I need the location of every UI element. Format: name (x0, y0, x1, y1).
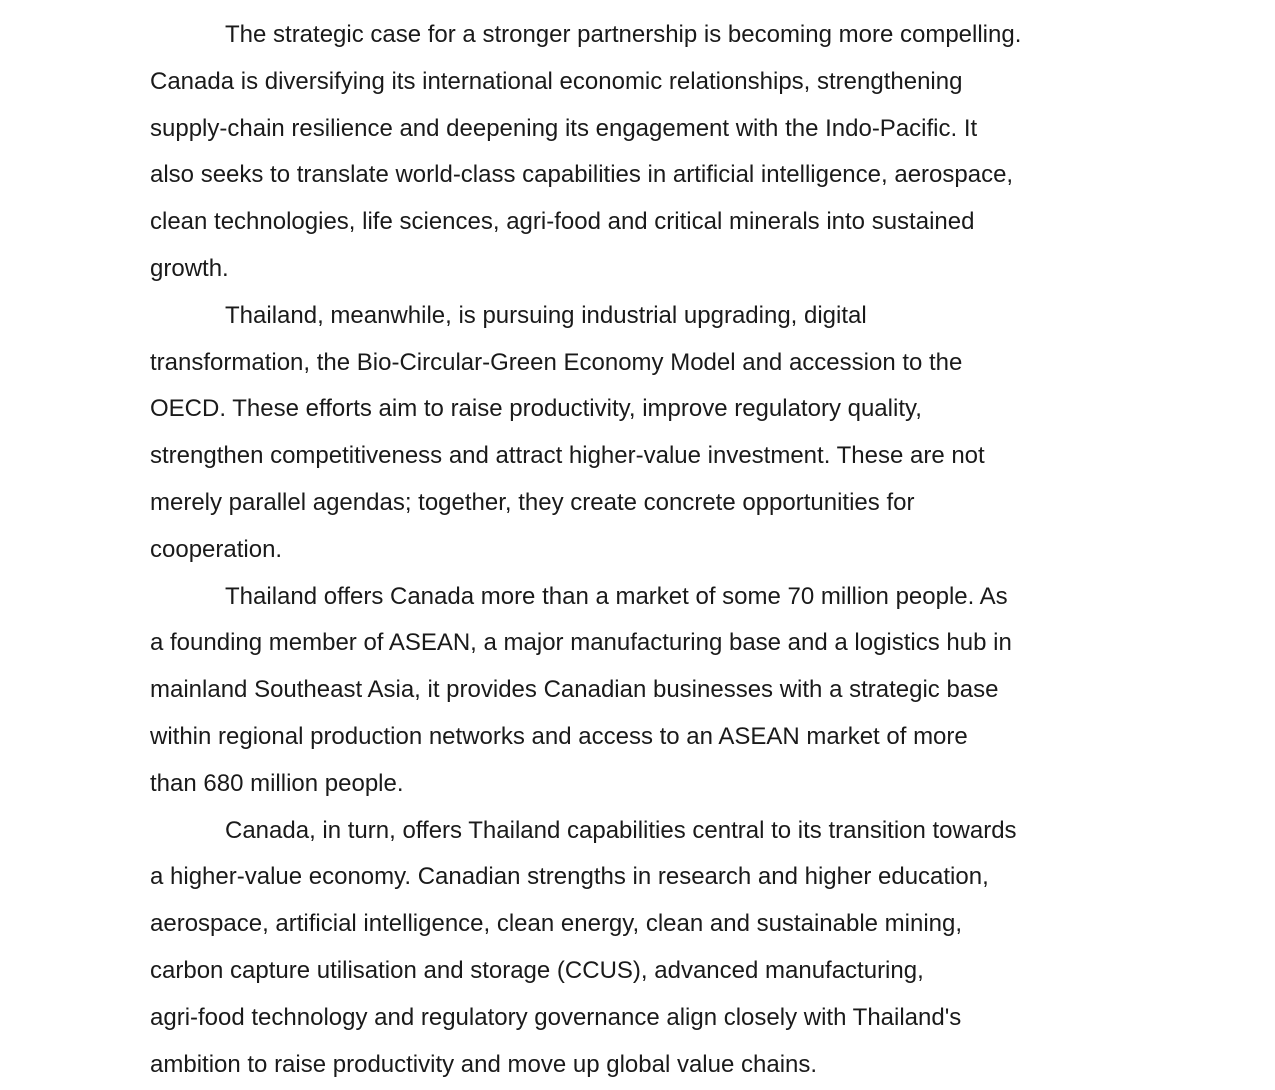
paragraph-thailand-offers (150, 574, 1140, 808)
text-line: Canada, in turn, offers Thailand capabilities central to its transition towards (225, 816, 1017, 844)
text-line: The strategic case for a stronger partnership is becoming more compelling. (225, 21, 1022, 48)
text-line: aerospace, artificial intelligence, clean energy, clean and sustainable mining, (150, 910, 963, 938)
text-line: Thailand offers Canada more than a market of some 70 million people. As (225, 582, 1008, 610)
text-line: cooperation. (150, 535, 283, 563)
text-line: OECD. These efforts aim to raise productivity, improve regulatory quality, (150, 395, 922, 423)
text-line: ambition to raise productivity and move up global value chains. (150, 1050, 818, 1078)
text-line: strengthen competitiveness and attract higher-value investment. These are not (150, 442, 985, 470)
text-line: carbon capture utilisation and storage (CCUS), advanced manufacturing, (150, 956, 924, 984)
text-line: agri-food technology and regulatory governance align closely with Thailand's (150, 1003, 962, 1031)
text-line: a higher-value economy. Canadian strengths in research and higher education, (150, 863, 989, 891)
text-line: clean technologies, life sciences, agri-food and critical minerals into sustained (150, 208, 975, 236)
text-line: transformation, the Bio-Circular-Green Economy Model and accession to the (150, 348, 963, 376)
text-line: also seeks to translate world-class capabilities in artificial intelligence, aerospace, (150, 161, 1014, 189)
text-line: Thailand, meanwhile, is pursuing industrial upgrading, digital (225, 301, 867, 329)
text-line: mainland Southeast Asia, it provides Canadian businesses with a strategic base (150, 676, 999, 704)
text-line: a founding member of ASEAN, a major manufacturing base and a logistics hub in (150, 629, 1012, 657)
text-line: merely parallel agendas; together, they create concrete opportunities for (150, 488, 915, 516)
text-line: within regional production networks and access to an ASEAN market of more (150, 722, 968, 750)
text-line: than 680 million people. (150, 769, 404, 797)
document-body (150, 12, 1140, 1088)
text-line: supply-chain resilience and deepening its engagement with the Indo-Pacific. It (150, 114, 978, 142)
paragraph-thailand-agenda (150, 293, 1140, 574)
text-line: Canada is diversifying its international economic relationships, strengthening (150, 67, 963, 95)
paragraph-canada-offers (150, 808, 1140, 1089)
paragraph-strategic-case (150, 12, 1140, 293)
document-page (150, 12, 1140, 1088)
text-line: growth. (150, 254, 229, 282)
